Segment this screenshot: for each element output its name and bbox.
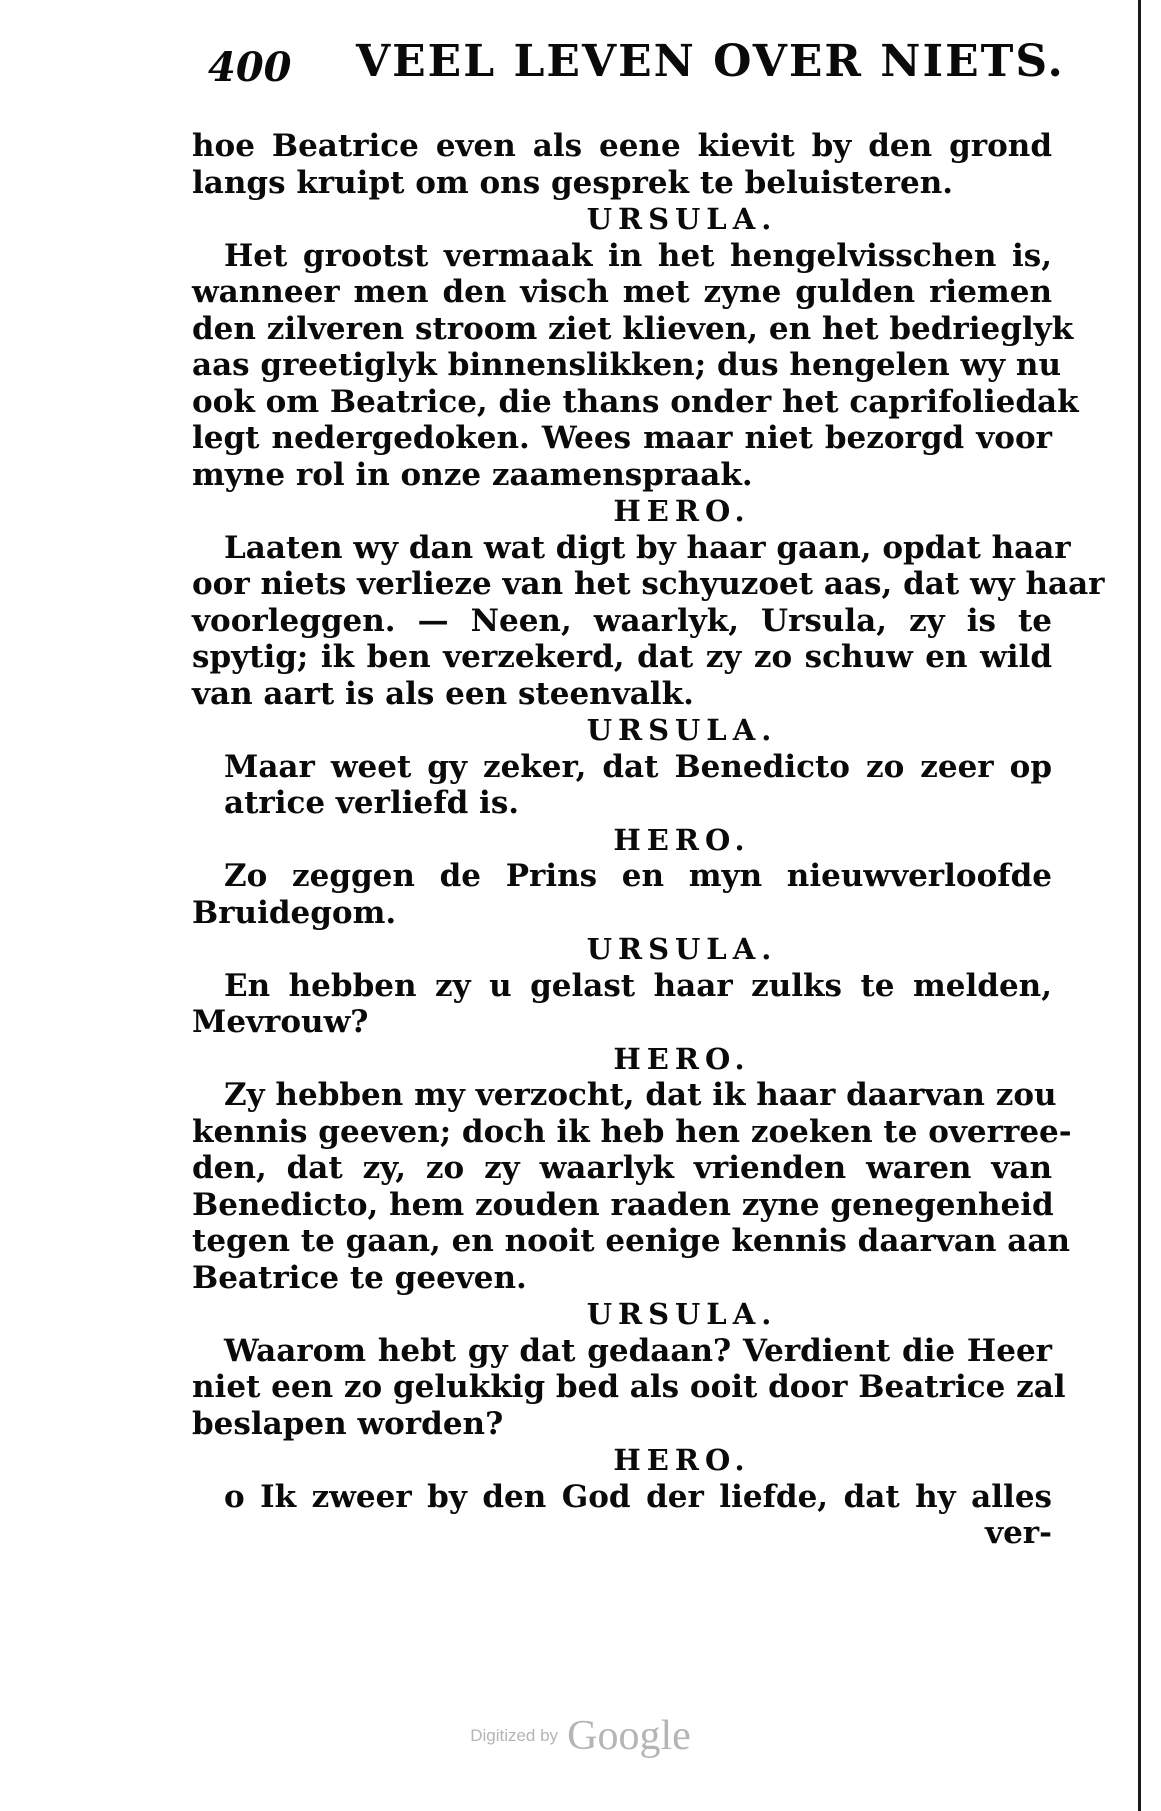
text-line: Benedicto, hem zouden raaden zyne genegenheid — [192, 1186, 1054, 1223]
text-line: Laaten wy dan wat digt by haar gaan, opdat haar — [224, 529, 1071, 566]
speaker-name: URSULA. — [586, 713, 778, 747]
text-line: Bruidegom. — [192, 894, 397, 931]
text-line: legt nedergedoken. Wees maar niet bezorgd voor — [192, 420, 1052, 456]
speaker-name: HERO. — [613, 1041, 751, 1076]
watermark-prefix: Digitized by — [470, 1726, 559, 1745]
speaker-name: HERO. — [613, 822, 751, 857]
text-line: spytig; ik ben verzekerd, dat zy zo schuw en wild — [192, 639, 1052, 675]
speaker-name: HERO. — [613, 1443, 751, 1477]
watermark-logo: Google — [567, 1713, 691, 1759]
text-line: langs kruipt om ons gesprek te beluisteren. — [192, 164, 954, 201]
speaker-name: URSULA. — [586, 1297, 778, 1331]
digitization-watermark — [0, 1712, 1161, 1760]
text-line: niet een zo gelukkig bed als ooit door Beatrice zal — [192, 1369, 1066, 1405]
speaker-name: URSULA. — [586, 932, 778, 966]
text-line: kennis geeven; doch ik heb hen zoeken te overree- — [192, 1113, 1072, 1150]
text-line: Beatrice te geeven. — [192, 1259, 527, 1296]
text-line: Maar weet gy zeker, dat Benedicto zo zeer op — [224, 748, 1052, 785]
text-line: den zilveren stroom ziet klieven, en het bedrieglyk — [192, 310, 1074, 347]
running-head: VEEL LEVEN OVER NIETS. — [356, 36, 1065, 87]
text-line: atrice verliefd is. — [224, 785, 520, 821]
text-line: ook om Beatrice, die thans onder het caprifoliedak — [192, 383, 1079, 420]
speaker-name: URSULA. — [586, 202, 778, 236]
catchword: ver- — [985, 1515, 1052, 1551]
text-line: Het grootst vermaak in het hengelvisschen is, — [224, 237, 1052, 274]
text-line: wanneer men den visch met zyne gulden riemen — [192, 274, 1052, 310]
text-line: tegen te gaan, en nooit eenige kennis daarvan aan — [192, 1223, 1070, 1259]
page-number: 400 — [208, 44, 292, 91]
text-line: den, dat zy, zo zy waarlyk vrienden waren van — [192, 1150, 1052, 1186]
text-line: aas greetiglyk binnenslikken; dus hengelen wy nu — [192, 347, 1062, 383]
speaker-name: HERO. — [613, 494, 751, 528]
page-header — [208, 36, 1088, 96]
text-line: En hebben zy u gelast haar zulks te melden, — [224, 967, 1052, 1004]
text-line: hoe Beatrice even als eene kievit by den grond — [192, 128, 1052, 164]
page-edge-rule — [1138, 0, 1141, 1811]
text-line: Mevrouw? — [192, 1004, 369, 1040]
text-line: myne rol in onze zaamenspraak. — [192, 456, 753, 493]
text-line: Zy hebben my verzocht, dat ik haar daarvan zou — [224, 1077, 1057, 1113]
text-line: oor niets verlieze van het schyuzoet aas, dat wy haar — [192, 566, 1105, 602]
text-line: voorleggen. — Neen, waarlyk, Ursula, zy is te — [192, 602, 1052, 639]
text-line: Waarom hebt gy dat gedaan? Verdient die Heer — [224, 1332, 1052, 1369]
text-line: van aart is als een steenvalk. — [192, 675, 694, 712]
text-line: o Ik zweer by den God der liefde, dat hy alles — [224, 1478, 1052, 1515]
text-line: Zo zeggen de Prins en myn nieuwverloofde — [224, 858, 1052, 894]
text-line: beslapen worden? — [192, 1405, 504, 1442]
body-text — [192, 128, 1105, 1552]
